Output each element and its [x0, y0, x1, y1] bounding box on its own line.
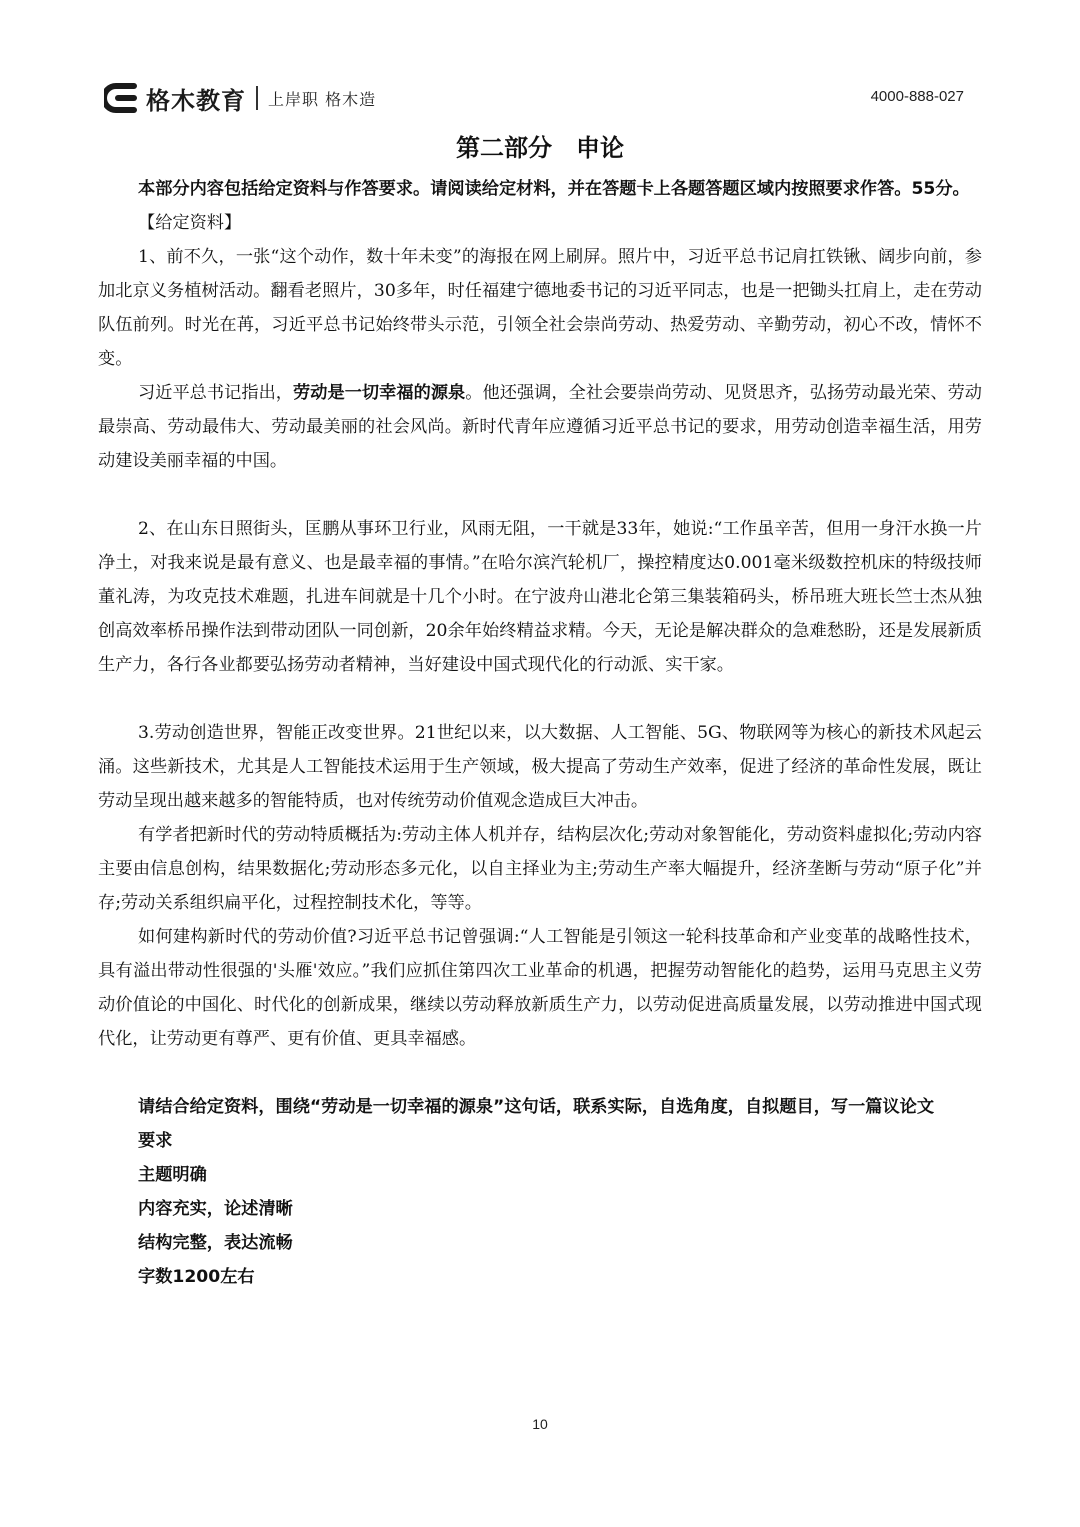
material-paragraph-6: 如何建构新时代的劳动价值?习近平总书记曾强调:“人工智能是引领这一轮科技革命和产业变革的战略性技术，具有溢出带动性很强的'头雁'效应。”我们应抓住第四次工业革命的机遇，把握劳动智能化的趋势，运用马克思主义劳动价值论的中国化、时代化的创新成果，继续以劳动释放新质生产力，以劳动促进高质量发展，以劳动推进中国式现代化，让劳动更有尊严、更有价值、更具幸福感。 — [98, 927, 982, 1049]
brand-logo-icon — [104, 82, 140, 114]
materials-label: 【给定资料】 — [138, 213, 242, 233]
material-paragraph-1: 1、前不久，一张“这个动作，数十年未变”的海报在网上刷屏。照片中，习近平总书记肩扛铁锹、阔步向前，参加北京义务植树活动。翻看老照片，30多年，时任福建宁德地委书记的习近平同志，也是一把锄头扛肩上，走在劳动队伍前列。时光在苒，习近平总书记始终带头示范，引领全社会崇尚劳动、热爱劳动、辛勤劳动，初心不改，情怀不变。 — [98, 247, 982, 369]
section-intro: 本部分内容包括给定资料与作答要求。请阅读给定材料，并在答题卡上各题答题区域内按照要求作答。55分。 — [138, 179, 970, 199]
material-paragraph-3: 2、在山东日照街头，匡鹏从事环卫行业，风雨无阻，一干就是33年，她说:“工作虽辛苦，但用一身汗水换一片净土，对我来说是最有意义、也是最幸福的事情。”在哈尔滨汽轮机厂，操控精度达0.001毫米级数控机床的特级技师董礼涛，为攻克技术难题，扎进车间就是十几个小时。在宁波舟山港北仑第三集装箱码头，桥吊班大班长竺士杰从独创高效率桥吊操作法到带动团队一同创新，20余年始终精益求精。今天，无论是解决群众的急难愁盼，还是发展新质生产力，各行各业都要弘扬劳动者精神，当好建设中国式现代化的行动派、实干家。 — [98, 519, 982, 675]
paragraph-2-lead: 习近平总书记指出， — [138, 383, 294, 403]
title-subject: 申论 — [576, 134, 624, 162]
key-phrase: 劳动是一切幸福的源泉 — [293, 383, 466, 403]
material-paragraph-2 — [98, 376, 982, 478]
logo-divider — [256, 86, 258, 110]
material-paragraph-5: 有学者把新时代的劳动特质概括为:劳动主体人机并存，结构层次化;劳动对象智能化，劳动资料虚拟化;劳动内容主要由信息创构，结果数据化;劳动形态多元化，以自主择业为主;劳动生产率大幅提升，经济垄断与劳动“原子化”并存;劳动关系组织扁平化，过程控制技术化，等等。 — [98, 825, 982, 913]
title-part: 第二部分 — [456, 134, 552, 162]
hotline-number: 4000-888-027 — [870, 88, 964, 105]
document-body — [98, 128, 982, 1294]
requirement-item: 结构完整，表达流畅 — [138, 1233, 293, 1253]
essay-question: 请结合给定资料，围绕“劳动是一切幸福的源泉”这句话，联系实际，自选角度，自拟题目，写一篇议论文 — [138, 1097, 935, 1117]
page-header — [104, 80, 964, 120]
paragraph-2-rest: 。他还强调，全社会要崇尚劳动、见贤思齐，弘扬劳动最光荣、劳动最崇高、劳动最伟大、劳动最美丽的社会风尚。新时代青年应遵循习近平总书记的要求，用劳动创造幸福生活，用劳动建设美丽幸福的中国。 — [98, 383, 982, 471]
requirement-item: 内容充实，论述清晰 — [138, 1199, 293, 1219]
brand-name: 格木教育 — [146, 86, 246, 115]
brand-slogan: 上岸职 格木造 — [268, 89, 377, 109]
page-title — [98, 128, 982, 168]
requirement-item: 主题明确 — [138, 1165, 207, 1185]
page-number: 10 — [532, 1416, 548, 1432]
brand-logo — [104, 80, 376, 116]
requirement-item: 字数1200左右 — [138, 1267, 255, 1287]
requirements-label: 要求 — [138, 1131, 173, 1151]
material-paragraph-4: 3.劳动创造世界，智能正改变世界。21世纪以来，以大数据、人工智能、5G、物联网等为核心的新技术风起云涌。这些新技术，尤其是人工智能技术运用于生产领域，极大提高了劳动生产效率，促进了经济的革命性发展，既让劳动呈现出越来越多的智能特质，也对传统劳动价值观念造成巨大冲击。 — [98, 723, 982, 811]
